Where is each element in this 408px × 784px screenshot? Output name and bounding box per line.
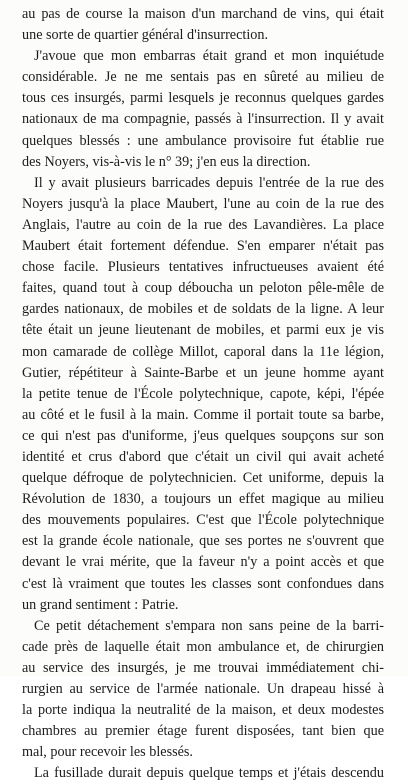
text-line: c'est là vraiment que toutes les classes sont confondues dans [22, 575, 384, 592]
text-line: au service des insurgés, je me trouvai immédiatement chi- [22, 659, 384, 676]
text-line: au côté et le fusil à la main. Comme il portait toute sa barbe, [22, 406, 384, 423]
text-line: est la grande école nationale, que ses portes ne s'ouvrent que [22, 533, 384, 550]
text-line: quelque défroque de polytechnicien. Cet uniforme, depuis la [22, 470, 384, 487]
text-line: Anglais, l'autre au coin de la rue des Lavandières. La place [22, 216, 384, 233]
text-line: J'avoue que mon embarras était grand et mon inquiétude [34, 48, 384, 65]
text-line: des mouvements populaires. C'est que l'École polytechnique [22, 512, 384, 529]
text-line: rurgien au service de l'armée nationale. Un drapeau hissé à [22, 681, 384, 697]
text-line: la porte indiqua la neutralité de la maison, et deux modestes [22, 702, 384, 719]
paragraph-3 [22, 173, 384, 616]
page-text [22, 4, 384, 784]
text-line: chambres au premier étage furent disposées, tant bien que [22, 723, 384, 740]
text-line: cade près de laquelle était mon ambulance et, de chirurgien [22, 638, 384, 655]
text-line: identité et crus d'abord que c'était un civil qui avait acheté [22, 448, 384, 465]
text-line: considérable. Je ne me sentais pas en sûreté au milieu de [22, 69, 384, 86]
text-line: chose facile. Plusieurs tentatives infructueuses avaient été [22, 259, 384, 276]
text-line: Noyers jusqu'à la place Maubert, l'une au coin de la rue des [22, 195, 384, 212]
paragraph-5 [22, 763, 384, 784]
text-line: des Noyers, vis-à-vis le n° 39; j'en eus la direction. [22, 153, 311, 170]
text-line: faites, quand tout à coup déboucha un peloton pêle-mêle de [22, 280, 384, 297]
text-line: Gutier, répétiteur à Sainte-Barbe et un jeune homme ayant [22, 364, 384, 381]
paragraph-1 [22, 4, 384, 46]
text-line: Ce petit détachement s'empara non sans peine de la barri- [34, 617, 384, 634]
text-line: Maubert était fortement défendue. S'en emparer n'était pas [22, 238, 384, 255]
text-line: Il y avait plusieurs barricades depuis l'entrée de la rue des [34, 174, 384, 191]
text-line: mon camarade de collège Millot, caporal dans la 11e légion, [22, 343, 384, 360]
text-line: tous ces insurgés, parmi lesquels je reconnus quelques gardes [22, 90, 384, 107]
text-line: la petite tenue de l'École polytechnique, capote, képi, l'épée [22, 385, 384, 402]
paragraph-2 [22, 46, 384, 173]
text-line: mal, pour recevoir les blessés. [22, 744, 193, 761]
text-line: un grand sentiment : Patrie. [22, 596, 179, 613]
text-line: une sorte de quartier général d'insurrection. [22, 27, 269, 44]
text-line: gardes nationaux, de mobiles et de soldats de la ligne. A leur [22, 301, 384, 318]
paragraph-4 [22, 616, 384, 764]
text-line: nationaux de ma compagnie, passés à l'insurrection. Il y avait [22, 111, 384, 128]
text-line: tête était un jeune lieutenant de mobiles, et parmi eux je vis [22, 322, 384, 339]
text-line: Révolution de 1830, a toujours un effet magique au milieu [22, 491, 384, 508]
text-line: La fusillade durait depuis quelque temps et j'étais descendu [34, 765, 384, 782]
text-line: devant le vrai mérite, que la faveur n'y a point accès et que [22, 554, 384, 571]
text-line: au pas de course la maison d'un marchand de vins, qui était [22, 6, 384, 22]
text-line: ce qui n'est pas d'uniforme, j'eus quelques soupçons sur son [22, 427, 384, 444]
text-line: quelques blessés : une ambulance provisoire fut établie rue [22, 132, 384, 149]
